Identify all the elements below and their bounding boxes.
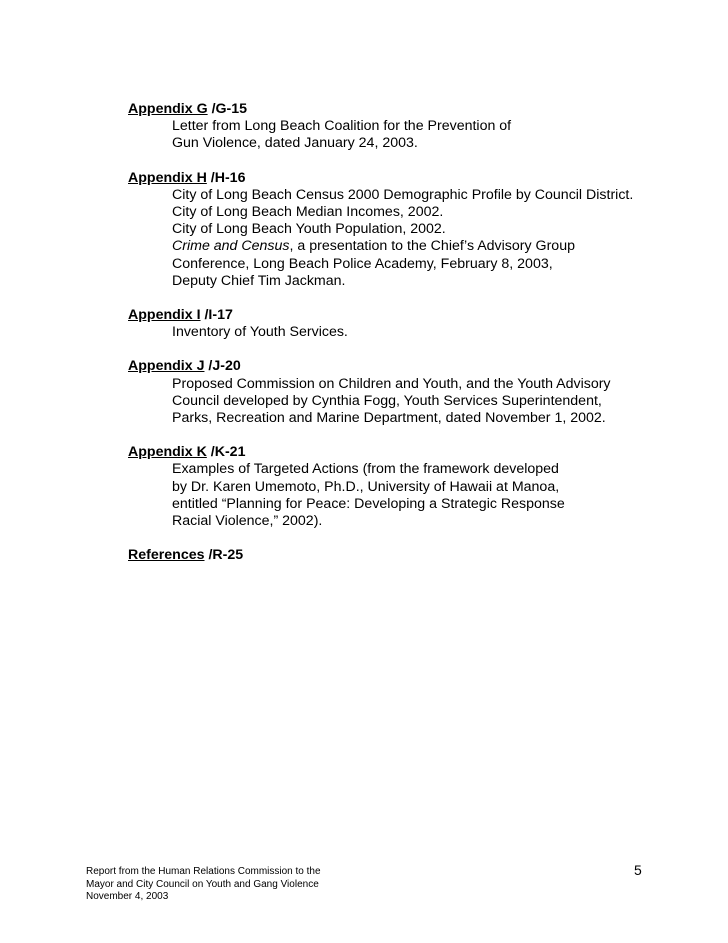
references-entry — [128, 547, 688, 564]
appendix-k-heading — [128, 444, 688, 461]
appendix-k-code: /K-21 — [206, 444, 246, 461]
page-footer — [86, 866, 321, 904]
appendix-j-line-2: Council developed by Cynthia Fogg, Youth Services Superintendent, — [172, 392, 602, 409]
appendix-list — [128, 101, 688, 581]
appendix-h-line-4-rest: , a presentation to the Chief’s Advisory Group — [289, 238, 575, 255]
appendix-j-line-3: Parks, Recreation and Marine Department, dated November 1, 2002. — [172, 410, 606, 427]
appendix-g-line-1: Letter from Long Beach Coalition for the Prevention of — [172, 118, 512, 135]
appendix-h-description — [128, 187, 688, 290]
appendix-h-entry — [128, 170, 688, 290]
appendix-h-line-3: City of Long Beach Youth Population, 2002. — [172, 221, 446, 238]
appendix-i-description — [128, 324, 688, 341]
appendix-h-line-5: Conference, Long Beach Police Academy, February 8, 2003, — [172, 255, 553, 272]
appendix-i-code: /I-17 — [200, 307, 233, 324]
appendix-k-line-3: entitled “Planning for Peace: Developing a Strategic Response — [172, 495, 565, 512]
appendix-h-line-2: City of Long Beach Median Incomes, 2002. — [172, 204, 444, 221]
appendix-h-line-1: City of Long Beach Census 2000 Demographic Profile by Council District. — [172, 186, 634, 203]
appendix-k-description — [128, 461, 688, 530]
appendix-k-entry — [128, 444, 688, 530]
appendix-i-line-1: Inventory of Youth Services. — [172, 324, 348, 341]
footer-line-2: Mayor and City Council on Youth and Gang Violence — [86, 878, 319, 890]
appendix-g-heading — [128, 101, 688, 118]
appendix-h-heading — [128, 170, 688, 187]
appendix-h-code: /H-16 — [206, 169, 246, 186]
appendix-k-line-4: Racial Violence,” 2002). — [172, 513, 323, 530]
references-heading — [128, 547, 688, 564]
crime-and-census-title: Crime and Census — [172, 238, 290, 255]
appendix-g-entry — [128, 101, 688, 153]
footer-line-3: November 4, 2003 — [86, 891, 169, 902]
appendix-g-line-2: Gun Violence, dated January 24, 2003. — [172, 135, 418, 152]
appendix-k-line-2: by Dr. Karen Umemoto, Ph.D., University of Hawaii at Manoa, — [172, 478, 560, 495]
references-title: References — [128, 547, 205, 564]
appendix-j-heading — [128, 358, 688, 375]
appendix-i-heading — [128, 307, 688, 324]
footer-line-1: Report from the Human Relations Commission to the — [86, 866, 321, 877]
appendix-i-entry — [128, 307, 688, 341]
appendix-j-description — [128, 376, 688, 428]
references-code: /R-25 — [204, 547, 244, 564]
appendix-h-title: Appendix H — [128, 169, 207, 186]
appendix-j-code: /J-20 — [204, 358, 241, 375]
appendix-k-line-1: Examples of Targeted Actions (from the framework developed — [172, 461, 559, 478]
appendix-j-line-1: Proposed Commission on Children and Youth, and the Youth Advisory — [172, 375, 611, 392]
appendix-i-title: Appendix I — [128, 307, 201, 324]
appendix-h-line-4 — [172, 238, 688, 255]
appendix-g-description — [128, 118, 688, 152]
page-number: 5 — [634, 862, 642, 878]
appendix-g-code: /G-15 — [207, 101, 248, 117]
appendix-h-line-6: Deputy Chief Tim Jackman. — [172, 272, 346, 289]
appendix-j-entry — [128, 358, 688, 427]
appendix-k-title: Appendix K — [128, 444, 207, 461]
appendix-g-title: Appendix G — [128, 101, 208, 117]
appendix-j-title: Appendix J — [128, 358, 205, 375]
